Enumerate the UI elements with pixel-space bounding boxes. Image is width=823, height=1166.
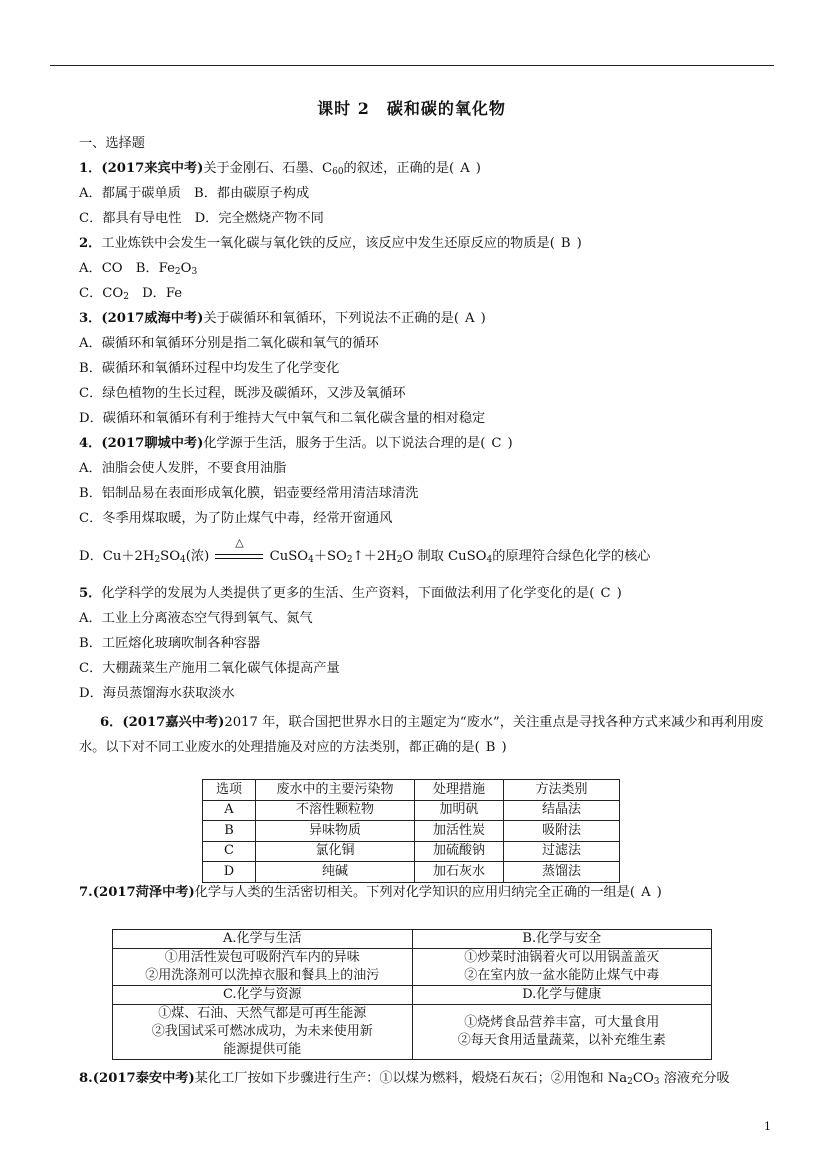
answer: B xyxy=(560,236,571,251)
question-4-option-c: C．冬季用煤取暖，为了防止煤气中毒，经常开窗通风 xyxy=(79,511,393,526)
table-row xyxy=(113,986,712,1005)
table-row xyxy=(113,930,712,949)
question-6-stem: 6．(2017嘉兴中考)2017 年，联合国把世界水日的主题定为“废水”，关注重点是寻找各种方式来减少和再利用废水。以下对不同工业废水的处理措施及对应的方法类别，都正确的是( B ) xyxy=(79,715,764,755)
table-header: 废水中的主要污染物 xyxy=(256,780,415,801)
question-4-stem: 4．(2017聊城中考)化学源于生活，服务于生活。以下说法合理的是( C ) xyxy=(79,436,513,451)
answer: B xyxy=(485,740,496,755)
table-header: 处理措施 xyxy=(415,780,504,801)
table-cell: ①用活性炭包可吸附汽车内的异味 ②用洗涤剂可以洗掉衣服和餐具上的油污 xyxy=(113,949,413,986)
table-cell: B xyxy=(203,821,256,842)
question-5-stem: 5．化学科学的发展为人类提供了更多的生活、生产资料，下面做法利用了化学变化的是( C ) xyxy=(79,586,622,601)
header-rule xyxy=(50,65,774,66)
table-cell: 不溶性颗粒物 xyxy=(256,800,415,821)
question-2-stem: 2．工业炼铁中会发生一氧化碳与氧化铁的反应，该反应中发生还原反应的物质是( B ) xyxy=(79,236,582,251)
question-2-options-cd: C．$CO_2$ D．Fe xyxy=(79,286,183,302)
table-cell: 过滤法 xyxy=(504,841,620,862)
table-row xyxy=(203,800,620,821)
table-row xyxy=(113,949,712,986)
table-cell: ①炒菜时油锅着火可以用锅盖盖灭 ②在室内放一盆水能防止煤气中毒 xyxy=(412,949,712,986)
page-title: 课时 2 碳和碳的氧化物 xyxy=(317,99,506,118)
table-cell: 吸附法 xyxy=(504,821,620,842)
table-cell: 加明矾 xyxy=(415,800,504,821)
reaction-condition: △ xyxy=(213,548,265,566)
table-row xyxy=(203,841,620,862)
table-cell: 氯化铜 xyxy=(256,841,415,862)
table-cell: 蒸馏法 xyxy=(504,862,620,883)
table-cell: D xyxy=(203,862,256,883)
table-header: A.化学与生活 xyxy=(113,930,413,949)
table-cell: 异味物质 xyxy=(256,821,415,842)
question-4-option-a: A．油脂会使人发胖，不要食用油脂 xyxy=(79,461,287,476)
table-cell: A xyxy=(203,800,256,821)
question-5-option-b: B．工匠熔化玻璃吹制各种容器 xyxy=(79,636,261,651)
question-2-options-ab: A．CO B．$Fe_2O_3$ xyxy=(79,261,198,277)
answer: C xyxy=(600,586,611,601)
answer: A xyxy=(641,885,651,900)
table-header: D.化学与健康 xyxy=(412,986,712,1005)
table-cell: 纯碱 xyxy=(256,862,415,883)
question-6-table xyxy=(202,779,620,883)
question-4-option-b: B．铝制品易在表面形成氧化膜，铝壶要经常用清洁球清洗 xyxy=(79,486,419,501)
table-header: 方法类别 xyxy=(504,780,620,801)
question-3-option-d: D．碳循环和氧循环有利于维持大气中氧气和二氧化碳含量的相对稳定 xyxy=(79,411,486,426)
question-3-stem: 3．(2017威海中考)关于碳循环和氧循环，下列说法不正确的是( A ) xyxy=(79,311,486,326)
question-5-option-c: C．大棚蔬菜生产施用二氧化碳气体提高产量 xyxy=(79,661,340,676)
question-7-table xyxy=(112,929,712,1060)
table-cell: C xyxy=(203,841,256,862)
answer: C xyxy=(491,436,502,451)
table-header: B.化学与安全 xyxy=(412,930,712,949)
table-header-row xyxy=(203,780,620,801)
table-cell: 结晶法 xyxy=(504,800,620,821)
question-7-stem: 7.(2017菏泽中考)化学与人类的生活密切相关。下列对化学知识的应用归纳完全正确的一组是( A ) xyxy=(79,885,662,900)
question-5-option-a: A．工业上分离液态空气得到氧气、氮气 xyxy=(79,611,313,626)
question-1-options-cd: C．都具有导电性 D．完全燃烧产物不同 xyxy=(79,211,324,226)
table-cell: ①煤、石油、天然气都是可再生能源 ②我国试采可燃冰成功，为未来使用新能源提供可能 xyxy=(113,1005,413,1060)
answer: A xyxy=(460,161,470,176)
question-3-option-a: A．碳循环和氧循环分别是指二氧化碳和氧气的循环 xyxy=(79,336,379,351)
question-1-options-ab: A．都属于碳单质 B．都由碳原子构成 xyxy=(79,186,310,201)
table-cell: 加石灰水 xyxy=(415,862,504,883)
question-3-option-b: B．碳循环和氧循环过程中均发生了化学变化 xyxy=(79,361,340,376)
table-cell: 加硫酸钠 xyxy=(415,841,504,862)
question-4-option-d: D．$Cu+2H_2SO_4$(浓) △ $CuSO_4+SO_2↑+2H_2O$ 制取 CuSO$_4$的原理符合绿色化学的核心 xyxy=(79,536,651,565)
question-5-option-d: D．海员蒸馏海水获取淡水 xyxy=(79,686,235,701)
table-cell: ①烧烤食品营养丰富，可大量食用 ②每天食用适量蔬菜，以补充维生素 xyxy=(412,1005,712,1060)
section-heading: 一、选择题 xyxy=(79,136,145,151)
table-cell: 加活性炭 xyxy=(415,821,504,842)
question-8-stem: 8.(2017泰安中考)某化工厂按如下步骤进行生产：①以煤为燃料，煅烧石灰石；②用饱和 $Na_2CO_3$ 溶液充分吸 xyxy=(79,1071,730,1087)
table-row xyxy=(203,821,620,842)
table-row xyxy=(203,862,620,883)
question-3-option-c: C．绿色植物的生长过程，既涉及碳循环，又涉及氧循环 xyxy=(79,386,406,401)
table-row xyxy=(113,1005,712,1060)
question-1-stem: 1．(2017来宾中考)关于金刚石、石墨、$C_{60}$的叙述，正确的是( A ) xyxy=(79,161,481,177)
page-number: 1 xyxy=(764,1120,771,1133)
table-header: C.化学与资源 xyxy=(113,986,413,1005)
answer: A xyxy=(465,311,475,326)
table-header: 选项 xyxy=(203,780,256,801)
